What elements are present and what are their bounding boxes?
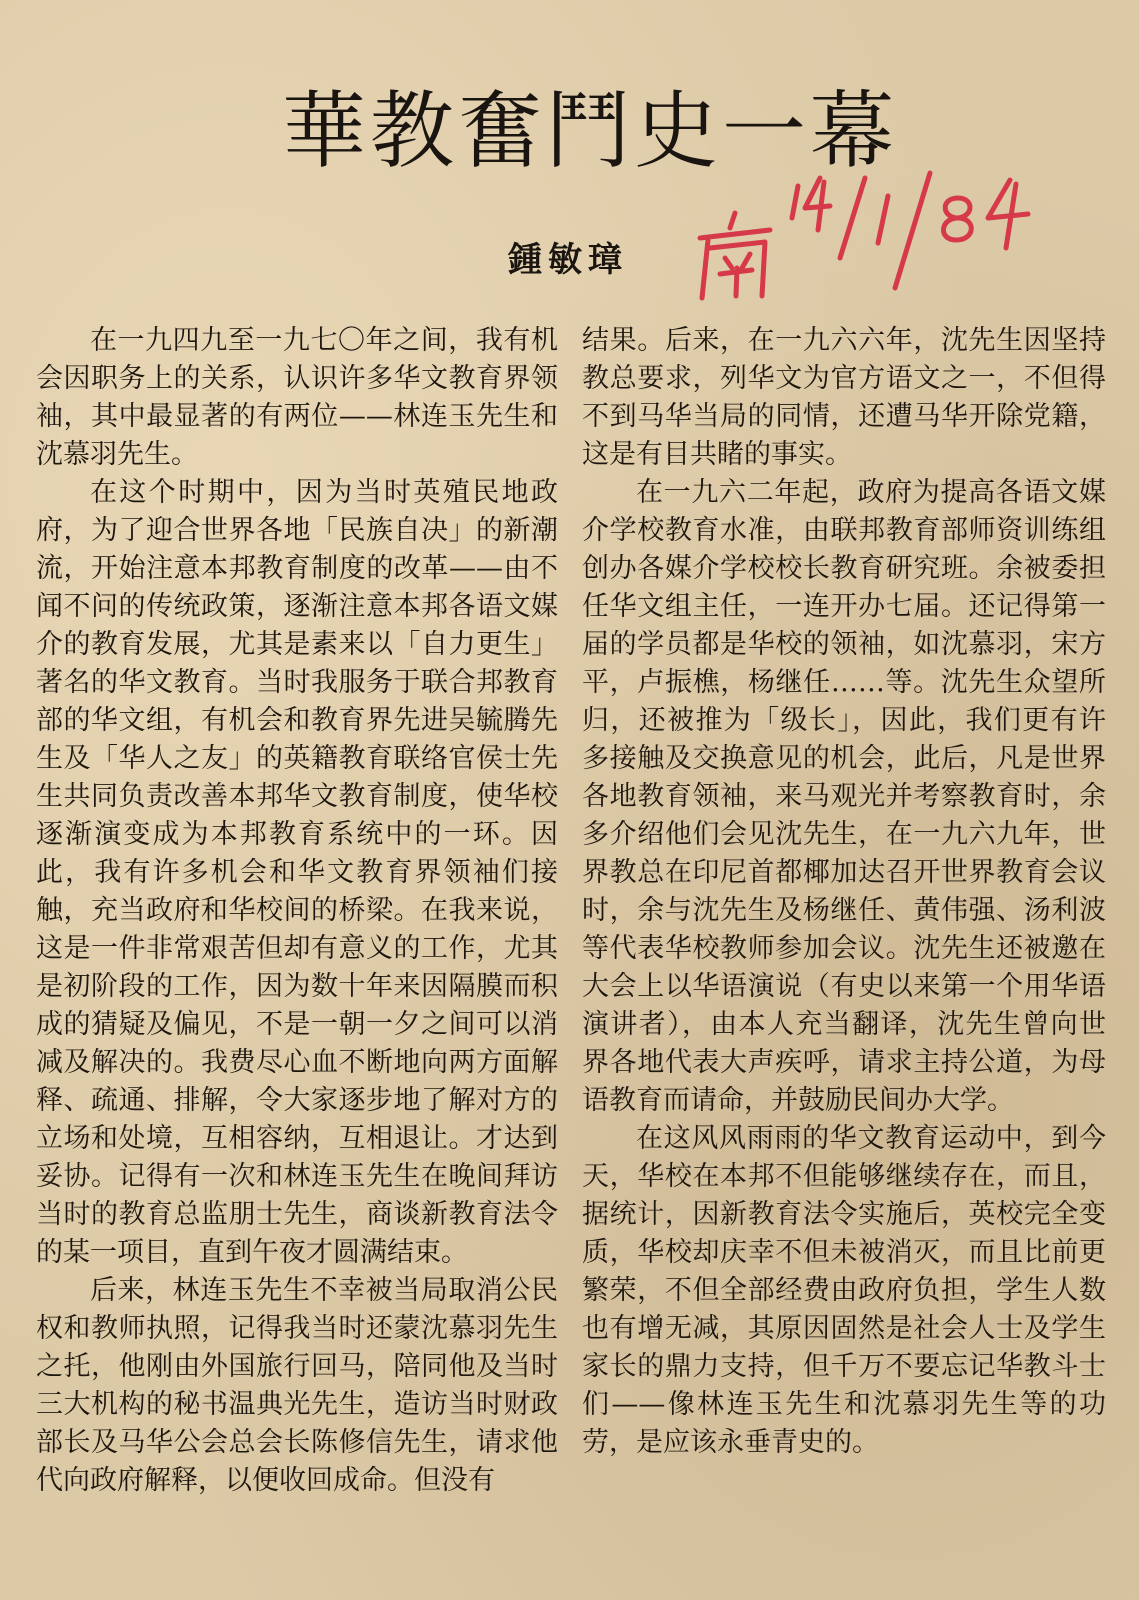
article-column-right [582,322,1106,1462]
article-title: 華教奮鬥史一幕 [281,82,898,180]
paragraph: 在一九四九至一九七〇年之间，我有机会因职务上的关系，认识许多华文教育界领袖，其中最显著的有两位——林连玉先生和沈慕羽先生。 [36,325,558,470]
paragraph: 后来，林连玉先生不幸被当局取消公民权和教师执照，记得我当时还蒙沈慕羽先生之托，他刚由外国旅行回马，陪同他及当时三大机构的秘书温典光先生，造访当时财政部长及马华公会总会长陈修信先生，请求他代向政府解释，以便收回成命。但没有 [36,1275,558,1496]
paragraph: 结果。后来，在一九六六年，沈先生因坚持教总要求，列华文为官方语文之一，不但得不到马华当局的同情，还遭马华开除党籍，这是有目共睹的事实。 [582,325,1106,470]
handwritten-note-text: 南 14/1/84 [690,315,701,317]
paragraph: 在这风风雨雨的华文教育运动中，到今天，华校在本邦不但能够继续存在，而且，据统计，因新教育法令实施后，英校完全变质，华校却庆幸不但未被消灭，而且比前更繁荣，不但全部经费由政府负担，学生人数也有增无减，其原因固然是社会人士及学生家长的鼎力支持，但千万不要忘记华教斗士们——像林连玉先生和沈慕羽先生等的功劳，是应该永垂青史的。 [582,1123,1106,1458]
paragraph: 在一九六二年起，政府为提高各语文媒介学校教育水准，由联邦教育部师资训练组创办各媒介学校校长教育研究班。余被委担任华文组主任，一连开办七届。还记得第一届的学员都是华校的领袖，如沈慕羽，宋方平，卢振樵，杨继任……等。沈先生众望所归，还被推为「级长」，因此，我们更有许多接触及交换意见的机会，此后，凡是世界各地教育领袖，来马观光并考察教育时，余多介绍他们会见沈先生，在一九六九年，世界教总在印尼首都椰加达召开世界教育会议时，余与沈先生及杨继任、黄伟强、汤利波等代表华校教师参加会议。沈先生还被邀在大会上以华语演说（有史以来第一个用华语演讲者），由本人充当翻译，沈先生曾向世界各地代表大声疾呼，请求主持公道，为母语教育而请命，并鼓励民间办大学。 [582,477,1106,1116]
handwritten-date-note [690,168,1090,318]
article-author: 鍾敏璋 [508,240,628,280]
paragraph: 在这个时期中，因为当时英殖民地政府，为了迎合世界各地「民族自决」的新潮流，开始注意本邦教育制度的改革——由不闻不问的传统政策，逐渐注意本邦各语文媒介的教育发展，尤其是素来以「自力更生」著名的华文教育。当时我服务于联合邦教育部的华文组，有机会和教育界先进吴毓腾先生及「华人之友」的英籍教育联络官侯士先生共同负责改善本邦华文教育制度，使华校逐渐演变成为本邦教育系统中的一环。因此，我有许多机会和华文教育界领袖们接触，充当政府和华校间的桥梁。在我来说，这是一件非常艰苦但却有意义的工作，尤其是初阶段的工作，因为数十年来因隔膜而积成的猜疑及偏见，不是一朝一夕之间可以消减及解决的。我费尽心血不断地向两方面解释、疏通、排解，令大家逐步地了解对方的立场和处境，互相容纳，互相退让。才达到妥协。记得有一次和林连玉先生在晚间拜访当时的教育总监朋士先生，商谈新教育法令的某一项目，直到午夜才圆满结束。 [36,477,558,1268]
article-column-left [36,322,558,1500]
